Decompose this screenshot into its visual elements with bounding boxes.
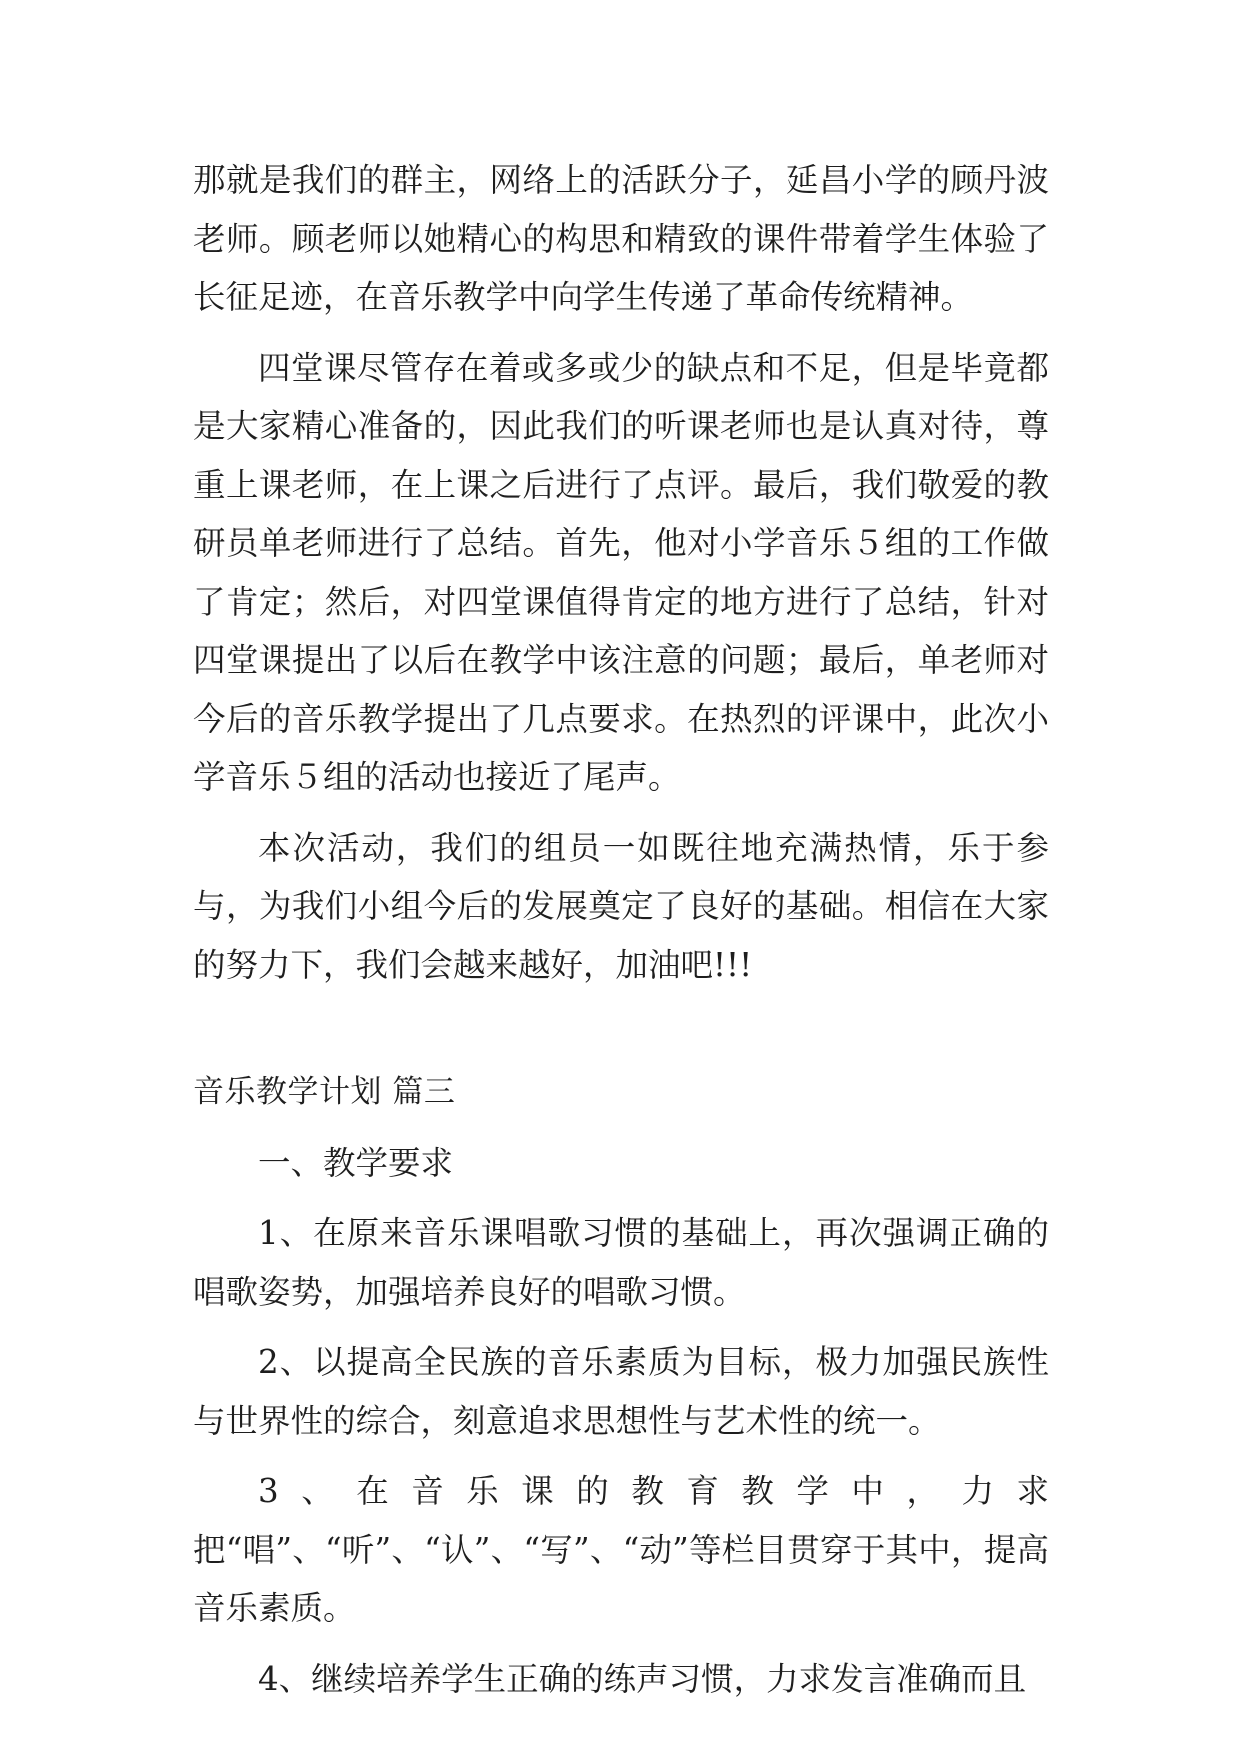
list-item: 2、以提高全民族的音乐素质为目标，极力加强民族性与世界性的综合，刻意追求思想性与艺术性的统一。 <box>193 1343 1049 1440</box>
list-item: 4、继续培养学生正确的练声习惯，力求发言准确而且 <box>258 1659 1027 1698</box>
section-title: 音乐教学计划 篇三 <box>193 1074 456 1110</box>
paragraph-continued: 那就是我们的群主，网络上的活跃分子，延昌小学的顾丹波老师。顾老师以她精心的构思和精致的课件带着学生体验了长征足迹，在音乐教学中向学生传递了革命传统精神。 <box>193 161 1049 316</box>
paragraph-summary: 四堂课尽管存在着或多或少的缺点和不足，但是毕竟都是大家精心准备的，因此我们的听课老师也是认真对待，尊重上课老师，在上课之后进行了点评。最后，我们敬爱的教研员单老师进行了总结。首先，他对小学音乐５组的工作做了肯定；然后，对四堂课值得肯定的地方进行了总结，针对四堂课提出了以后在教学中该注意的问题；最后，单老师对今后的音乐教学提出了几点要求。在热烈的评课中，此次小学音乐５组的活动也接近了尾声。 <box>193 348 1049 796</box>
paragraph-conclusion: 本次活动，我们的组员一如既往地充满热情，乐于参与，为我们小组今后的发展奠定了良好的基础。相信在大家的努力下，我们会越来越好，加油吧!!! <box>193 828 1049 984</box>
section-subtitle: 一、教学要求 <box>258 1143 454 1182</box>
list-item: 1、在原来音乐课唱歌习惯的基础上，再次强调正确的唱歌姿势，加强培养良好的唱歌习惯。 <box>193 1214 1049 1311</box>
document-body <box>193 151 1049 1708</box>
list-item: 3、在音乐课的教育教学中，力求把“唱”、“听”、“认”、“写”、“动”等栏目贯穿于其中，提高音乐素质。 <box>193 1472 1049 1627</box>
